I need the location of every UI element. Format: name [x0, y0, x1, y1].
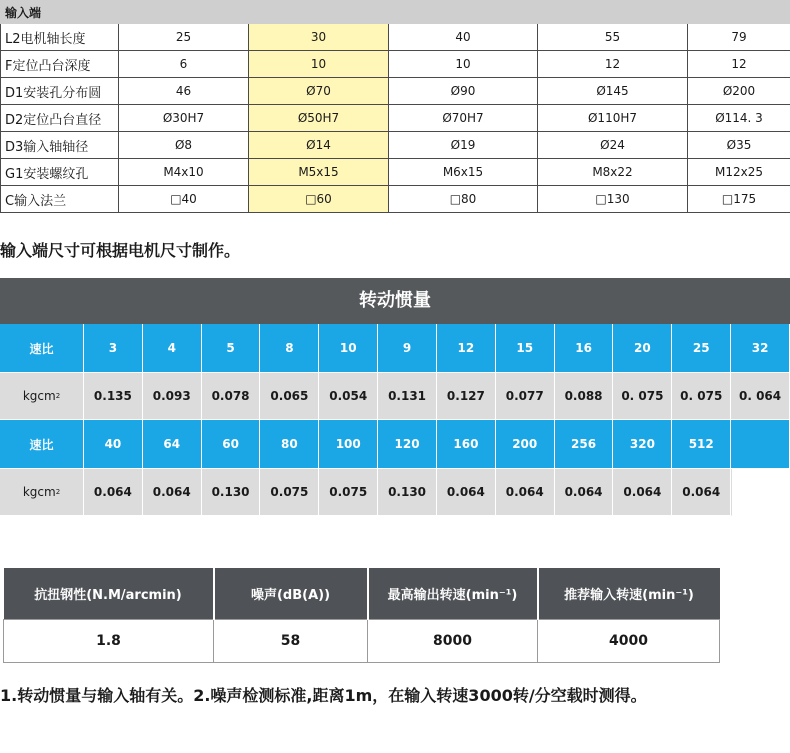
input-table-header: 输入端	[1, 1, 790, 24]
table-cell: M5x15	[249, 159, 389, 186]
ratio-row-2	[0, 420, 790, 469]
inertia-value-cell: 0.077	[496, 373, 555, 420]
input-table-row	[1, 132, 790, 159]
table-cell: Ø90	[389, 78, 538, 105]
recommended-input-speed-value: 4000	[538, 620, 720, 663]
ratio-cell: 40	[84, 420, 143, 469]
inertia-value-cell: 0.064	[555, 469, 614, 516]
inertia-value-cell: 0.064	[143, 469, 202, 516]
ratio-cell: 120	[378, 420, 437, 469]
table-cell: M12x25	[688, 159, 790, 186]
specs-table	[3, 568, 720, 663]
ratio-cell: 320	[613, 420, 672, 469]
input-table-header-row	[1, 1, 790, 24]
inertia-value-cell: 0.130	[202, 469, 261, 516]
table-cell: □60	[249, 186, 389, 213]
inertia-title: 转动惯量	[0, 278, 790, 324]
inertia-value-cell	[731, 469, 790, 516]
inertia-value-cell: 0.065	[260, 373, 319, 420]
table-cell: 12	[688, 51, 790, 78]
input-table-row	[1, 105, 790, 132]
table-cell: 40	[389, 24, 538, 51]
ratio-label: 速比	[0, 324, 84, 373]
ratio-cell: 4	[143, 324, 202, 373]
input-table-row	[1, 51, 790, 78]
table-cell: Ø50H7	[249, 105, 389, 132]
inertia-value-cell: 0.064	[613, 469, 672, 516]
ratio-cell: 20	[613, 324, 672, 373]
row-label: G1安装螺纹孔	[1, 159, 119, 186]
inertia-value-cell: 0.131	[378, 373, 437, 420]
ratio-cell: 8	[260, 324, 319, 373]
input-dimensions-table	[0, 0, 790, 213]
ratio-row-1	[0, 324, 790, 373]
inertia-value-cell: 0.075	[319, 469, 378, 516]
inertia-value-cell: 0.064	[496, 469, 555, 516]
ratio-cell: 512	[672, 420, 731, 469]
inertia-value-cell: 0.088	[555, 373, 614, 420]
table-cell: 10	[389, 51, 538, 78]
inertia-value-cell: 0.064	[437, 469, 496, 516]
ratio-cell: 5	[202, 324, 261, 373]
unit-label	[0, 373, 84, 420]
ratio-cell: 64	[143, 420, 202, 469]
inertia-value-cell: 0.064	[672, 469, 731, 516]
table-cell: M4x10	[119, 159, 249, 186]
table-cell: □40	[119, 186, 249, 213]
ratio-cell: 16	[555, 324, 614, 373]
table-cell: 79	[688, 24, 790, 51]
table-cell: 55	[538, 24, 688, 51]
table-cell: 25	[119, 24, 249, 51]
table-cell: □130	[538, 186, 688, 213]
ratio-cell: 9	[378, 324, 437, 373]
max-output-speed-header: 最高输出转速(min⁻¹)	[368, 568, 538, 620]
ratio-label: 速比	[0, 420, 84, 469]
inertia-value-cell: 0. 064	[731, 373, 790, 420]
ratio-cell: 200	[496, 420, 555, 469]
ratio-cell: 160	[437, 420, 496, 469]
input-table-row	[1, 24, 790, 51]
table-cell: Ø19	[389, 132, 538, 159]
row-label: D3输入轴轴径	[1, 132, 119, 159]
unit-text: kgcm	[22, 485, 56, 499]
table-cell: Ø70	[249, 78, 389, 105]
table-cell: □175	[688, 186, 790, 213]
input-size-note: 输入端尺寸可根据电机尺寸制作。	[0, 241, 241, 260]
table-cell: Ø114. 3	[688, 105, 790, 132]
inertia-value-cell: 0.130	[378, 469, 437, 516]
table-cell: Ø14	[249, 132, 389, 159]
inertia-value-cell: 0. 075	[672, 373, 731, 420]
ratio-cell: 3	[84, 324, 143, 373]
inertia-value-cell: 0.064	[84, 469, 143, 516]
table-cell: Ø24	[538, 132, 688, 159]
table-cell: Ø8	[119, 132, 249, 159]
table-cell: 30	[249, 24, 389, 51]
input-table-row	[1, 78, 790, 105]
noise-header: 噪声(dB(A))	[214, 568, 368, 620]
inertia-value-cell: 0.127	[437, 373, 496, 420]
footnote: 1.转动惯量与输入轴有关。2.噪声检测标准,距离1m，在输入转速3000转/分空载时测得。	[0, 686, 647, 705]
table-cell: Ø35	[688, 132, 790, 159]
table-cell: 10	[249, 51, 389, 78]
unit-superscript: 2	[55, 392, 61, 400]
stiffness-value: 1.8	[4, 620, 214, 663]
inertia-value-cell: 0.093	[143, 373, 202, 420]
inertia-value-cell: 0. 075	[613, 373, 672, 420]
row-label: D1安装孔分布圆	[1, 78, 119, 105]
table-cell: M6x15	[389, 159, 538, 186]
inertia-table	[0, 278, 790, 516]
unit-superscript: 2	[55, 488, 61, 496]
inertia-value-cell: 0.075	[260, 469, 319, 516]
table-cell: Ø145	[538, 78, 688, 105]
inertia-row-1	[0, 373, 790, 420]
inertia-row-2	[0, 469, 790, 516]
unit-text: kgcm	[22, 389, 56, 403]
input-table-row	[1, 159, 790, 186]
row-label: C输入法兰	[1, 186, 119, 213]
noise-value: 58	[214, 620, 368, 663]
max-output-speed-value: 8000	[368, 620, 538, 663]
table-cell: Ø110H7	[538, 105, 688, 132]
table-cell: M8x22	[538, 159, 688, 186]
ratio-cell: 60	[202, 420, 261, 469]
inertia-value-cell: 0.135	[84, 373, 143, 420]
table-cell: Ø70H7	[389, 105, 538, 132]
ratio-cell: 100	[319, 420, 378, 469]
ratio-cell: 10	[319, 324, 378, 373]
inertia-value-cell: 0.078	[202, 373, 261, 420]
table-cell: 6	[119, 51, 249, 78]
row-label: L2电机轴长度	[1, 24, 119, 51]
inertia-value-cell: 0.054	[319, 373, 378, 420]
table-cell: Ø200	[688, 78, 790, 105]
ratio-cell: 12	[437, 324, 496, 373]
unit-label	[0, 469, 84, 516]
ratio-cell: 25	[672, 324, 731, 373]
ratio-cell: 15	[496, 324, 555, 373]
recommended-input-speed-header: 推荐输入转速(min⁻¹)	[538, 568, 720, 620]
table-cell: 46	[119, 78, 249, 105]
table-cell: □80	[389, 186, 538, 213]
table-cell: 12	[538, 51, 688, 78]
row-label: F定位凸台深度	[1, 51, 119, 78]
ratio-cell: 32	[731, 324, 790, 373]
stiffness-header: 抗扭钢性(N.M/arcmin)	[4, 568, 214, 620]
table-cell: Ø30H7	[119, 105, 249, 132]
ratio-cell: 80	[260, 420, 319, 469]
input-table-row	[1, 186, 790, 213]
ratio-cell	[731, 420, 790, 469]
ratio-cell: 256	[555, 420, 614, 469]
row-label: D2定位凸台直径	[1, 105, 119, 132]
